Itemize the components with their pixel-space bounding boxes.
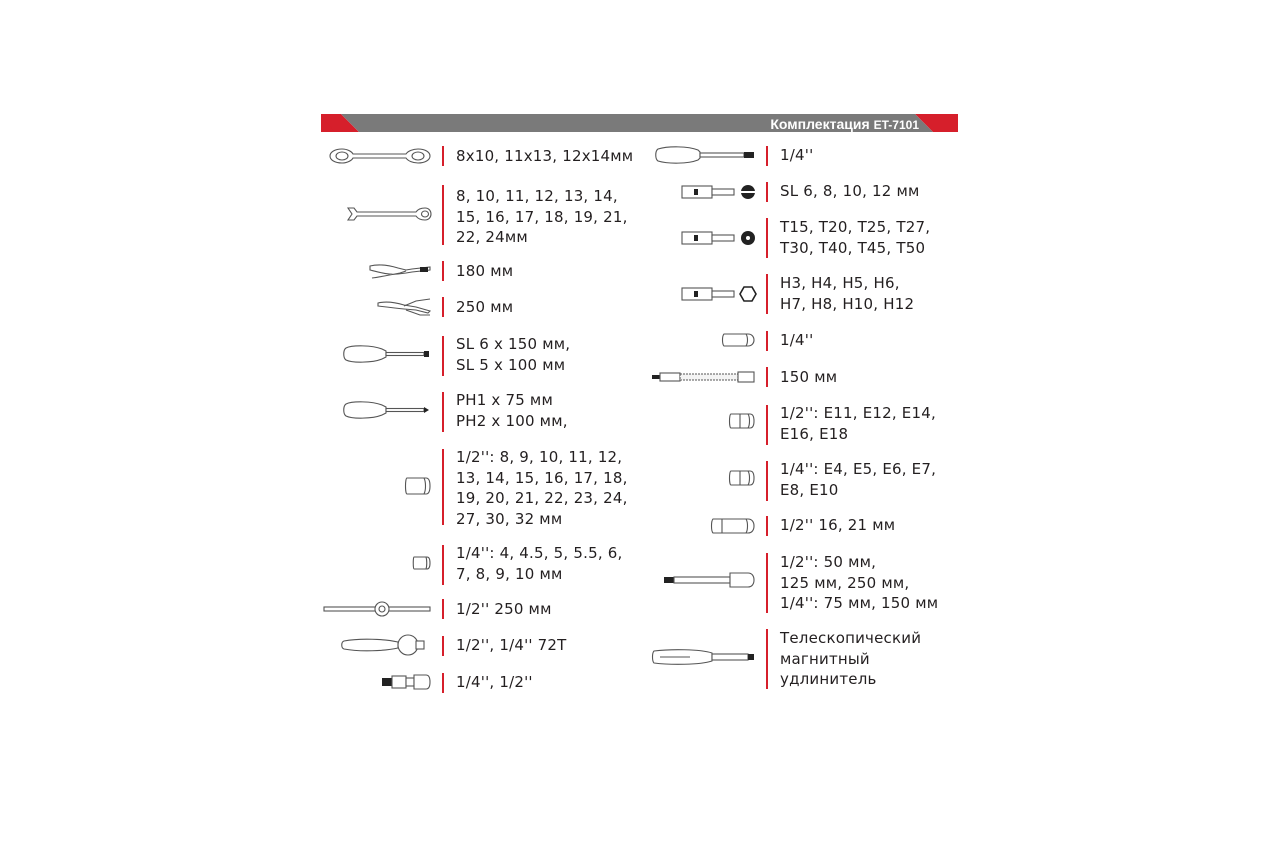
spec-line: 19, 20, 21, 22, 23, 24, <box>456 489 628 507</box>
red-divider <box>766 516 768 536</box>
red-divider <box>442 636 444 656</box>
spec-line: SL 6, 8, 10, 12 мм <box>780 182 920 200</box>
red-divider <box>442 599 444 619</box>
header-title <box>770 115 919 133</box>
item-spec-text <box>456 390 568 431</box>
spec-line: E8, E10 <box>780 480 839 499</box>
spec-line: 1/2'': 50 мм, <box>780 553 877 571</box>
red-divider <box>442 261 444 281</box>
spec-line: 13, 14, 15, 16, 17, 18, <box>456 468 628 487</box>
spec-line: H3, H4, H5, H6, <box>780 274 900 292</box>
universal-joint-icon <box>380 672 432 692</box>
item-spec-text <box>456 297 513 318</box>
spec-line: 8, 10, 11, 12, 13, 14, <box>456 187 618 205</box>
red-divider <box>442 185 444 245</box>
ratchet-combination-wrench-icon <box>328 145 432 167</box>
socket-half-inch-icon <box>404 476 432 496</box>
spec-line: 150 мм <box>780 368 838 386</box>
spec-line: 1/4'' <box>780 146 814 164</box>
red-divider <box>442 392 444 432</box>
e-torx-socket-quarter-icon <box>728 468 758 488</box>
item-spec-text <box>456 672 533 693</box>
item-spec-text <box>780 403 936 444</box>
item-spec-text <box>780 515 895 536</box>
flexible-extension-icon <box>650 367 758 387</box>
spec-line: 1/4'': 75 мм, 150 мм <box>780 594 939 612</box>
e-torx-socket-half-icon <box>728 411 758 431</box>
red-divider <box>766 274 768 314</box>
red-divider <box>766 553 768 613</box>
red-divider <box>766 367 768 387</box>
red-divider <box>442 146 444 166</box>
red-divider <box>442 673 444 693</box>
spec-line: 27, 30, 32 мм <box>456 509 563 528</box>
item-spec-text <box>456 635 567 656</box>
item-spec-text <box>780 367 837 388</box>
item-spec-text <box>780 273 914 314</box>
spec-line: 180 мм <box>456 262 514 280</box>
item-spec-text <box>456 599 552 620</box>
ratchet-handle-icon <box>340 633 432 657</box>
spec-line: 1/2'' 250 мм <box>456 600 552 618</box>
item-spec-text <box>456 146 633 167</box>
socket-quarter-inch-icon <box>412 555 432 571</box>
spec-line: SL 5 x 100 мм <box>456 355 566 374</box>
item-spec-text <box>456 543 622 584</box>
item-spec-text <box>780 330 813 351</box>
combination-pliers-icon <box>368 262 432 280</box>
telescopic-magnet-icon <box>650 645 758 669</box>
item-spec-text <box>780 628 921 690</box>
spec-line: 15, 16, 17, 18, 19, 21, <box>456 207 628 226</box>
spec-line: 125 мм, 250 мм, <box>780 573 910 592</box>
spec-line: Телескопический <box>780 629 922 647</box>
item-spec-text <box>456 334 570 375</box>
red-divider <box>442 449 444 525</box>
header-model-code: ET-7101 <box>873 118 919 132</box>
locking-pliers-icon <box>376 297 432 317</box>
red-divider <box>766 405 768 445</box>
spec-line: E16, E18 <box>780 424 849 443</box>
spec-line: SL 6 x 150 мм, <box>456 335 571 353</box>
extension-bar-icon <box>662 569 758 591</box>
item-spec-text <box>456 447 628 529</box>
spec-line: 1/4'': E4, E5, E6, E7, <box>780 460 937 478</box>
item-spec-text <box>780 459 936 500</box>
red-divider <box>766 331 768 351</box>
bit-adapter-icon <box>720 330 758 350</box>
spark-plug-socket-icon <box>710 515 758 537</box>
spec-line: PH1 x 75 мм <box>456 391 553 409</box>
red-divider <box>442 545 444 585</box>
combination-wrench-icon <box>344 204 432 224</box>
item-spec-text <box>780 552 938 614</box>
phillips-screwdriver-icon <box>342 399 432 421</box>
red-divider <box>766 629 768 689</box>
spec-line: 1/4'', 1/2'' <box>456 673 533 691</box>
spec-line: 250 мм <box>456 298 514 316</box>
red-divider <box>766 461 768 501</box>
sliding-t-bar-icon <box>322 598 432 620</box>
bit-holder-screwdriver-icon <box>654 144 758 166</box>
spec-line: 1/2'', 1/4'' 72T <box>456 636 567 654</box>
header-title-text: Комплектация <box>770 116 870 132</box>
spec-line: T15, T20, T25, T27, <box>780 218 931 236</box>
red-divider <box>766 218 768 258</box>
spec-line: 1/4'': 4, 4.5, 5, 5.5, 6, <box>456 544 623 562</box>
spec-line: 1/2'': 8, 9, 10, 11, 12, <box>456 448 623 466</box>
torx-bit-icon <box>680 227 758 249</box>
slotted-screwdriver-icon <box>342 343 432 365</box>
item-spec-text <box>780 145 813 166</box>
hex-bit-icon <box>680 283 758 305</box>
spec-line: 1/4'' <box>780 331 814 349</box>
red-divider <box>442 336 444 376</box>
red-divider <box>766 182 768 202</box>
spec-line: 1/2'': E11, E12, E14, <box>780 404 936 422</box>
item-spec-text <box>780 181 920 202</box>
item-spec-text <box>780 217 930 258</box>
spec-line: H7, H8, H10, H12 <box>780 294 915 313</box>
spec-line: 1/2'' 16, 21 мм <box>780 516 896 534</box>
spec-line: PH2 x 100 мм, <box>456 411 568 430</box>
header-banner <box>321 114 958 134</box>
spec-line: T30, T40, T45, T50 <box>780 238 926 257</box>
spec-line: магнитный <box>780 649 870 668</box>
item-spec-text <box>456 186 628 248</box>
spec-line: 7, 8, 9, 10 мм <box>456 564 563 583</box>
red-divider <box>442 297 444 317</box>
spec-line: 22, 24мм <box>456 228 528 246</box>
slotted-bit-icon <box>680 181 758 203</box>
red-divider <box>766 146 768 166</box>
spec-line: удлинитель <box>780 670 877 688</box>
spec-line: 8x10, 11x13, 12x14мм <box>456 147 634 165</box>
item-spec-text <box>456 261 513 282</box>
